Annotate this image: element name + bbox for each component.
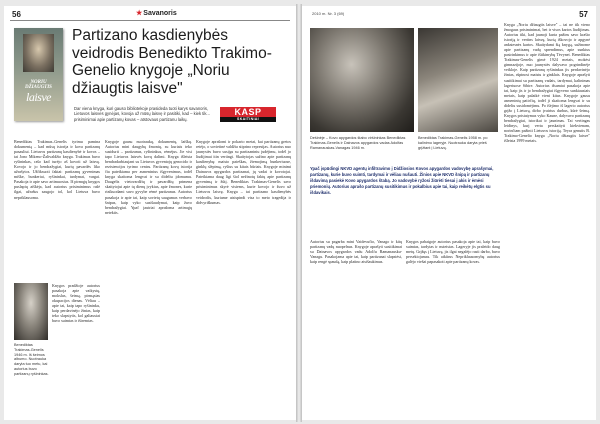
logo-kasp: KASP [220,107,276,117]
left-column-1b: Knygos pradžioje autorius pasakoja apie vaikystę, mokslus, šeimą, pirmąsias okupacijos dienas. Vėliau – apie tai, kaip tapo ryšininku, kaip perdavinėjo žinias, kaip teko slapstytis, kol galiausiai buvo suimtas ir ištremtas. [52,283,100,324]
masthead-title: Savanoris [143,10,177,17]
right-column-1: Autorius su pagarba mini Vaidevučio, Vanago ir kitų partizanų vadų nuopelnus. Knygoje aprašyti susitikimai su Dainavos apygardos vadu Adolfu Ramanausku-Vanagu. Pasakojama apie tai, kaip partizanai slapstėsi, kaip rengė spaudą, kaip platino atsišaukimus. [310,239,402,265]
cover-title-top: NORIU DŽIAUGTIS [25,80,52,90]
top-rule [10,20,290,21]
page-number-right: 57 [579,10,588,19]
article-signature: Teyra genutis B. Trakimo-Genelio knyga „Noriu džiaugtis laisve" išleista 1999 metais. [504,127,590,144]
partisans-photo [310,28,414,132]
right-column-3 [504,22,590,414]
logo-skaitiniai: SKAITINIAI [220,117,276,122]
book-cover [14,28,63,121]
right-page [302,6,596,420]
lead-paragraph: Ypač įspūdingi NKVD agentų infiltravimo į Didžiosios Kovos apygardos vadovybę aprašymai, partizanų, kurie buvo suimti, tardymai ir vėliau nušauti. Žinios apie NKVD šnipą ir partizanų išdavimą pasiekė Kovo apygardos štabą. Jo vadovybė ryžosi žiūrėti tiesai į akis ir ėmėsi priemonių. Autorius aprašo partizanų susitikimus ir pokalbius apie tai, kaip reikėtų elgtis su išdavikais. [310,166,494,195]
article-headline: Partizano kasdienybės veidrodis Benedikto Trakimo-Genelio knygoje „Noriu džiaugtis laisve" [72,27,272,97]
cover-portrait [23,34,54,72]
left-column-2: Knygoje gausu nuotraukų, dokumentų, laiškų. Autorius mini daugybę žmonių, su kuriais teko susidurti – partizanus, ryšininkus, rėmėjus. Jie visi tapo Lietuvos laisvės kovų dalimi. Knyga išleista bendradarbiaujant su Lietuvos gyventojų genocido ir rezistencijos tyrimo centru. Partizanų kovų istorija čia pateikiama per asmeninius išgyvenimus, todėl knyga skaitoma lengvai ir su dideliu įdomumu. Daugelis vietovardžių ir pavardžių primena skaitytojui apie tų dienų įvykius, apie žmones, kurie rizikuodami savo gyvybe rėmė partizanus. Autorius pasakoja ir apie tai, kaip sovietų saugumas verbavo šnipus, kaip vyko susišaudymai, kaip žuvo bendražygiai. Ypač jautriai aprašoma artimųjų netektis. [105,139,192,215]
masthead [136,9,177,17]
article-intro: Dar viena knyga, kuri gauso bibliotekoje prasideda tuoti karys savanoris, Lietuvos laisvės gynėjas, kovoja už mūsų laisvę ir pasitiki, kad – kiek tik... prisiminimai apie partizanų kovas – atstovaus partizanu laikų. [74,106,210,122]
star-icon: ★ [136,10,143,17]
left-column-3: Knygoje aprašomi ir pokario metai, kai partizanų gretos retėjo, o sovietinė valdžia stiprino represijas. Autorius nuo jaunystės buvo susijęs su partizaniniu judėjimu, todėl jo liudijimai itin vertingi. Skaitytojas sužino apie partizanų kasdienybę: maisto paieškas, žiemojimą bunkeriuose, ginklų slėpimą, ryšius su kitais būriais. Knygoje minimi Dainavos apygardos partizanai, jų vadai ir kovotojai. Pateikiama daug ligi šiol nežinotų faktų apie partizanų gyvenimą ir žūtį. Benediktas Trakimas-Genelis savo prisiminimus skyrė visiems, kurie kovojo ir žuvo už Lietuvos laisvę. Knyga – tai partizano kasdienybės veidrodis, kuriame atsispindi visa to meto tragedija ir didvyriškumas. [196,139,291,205]
left-column-1 [14,139,100,279]
author-photo [14,283,48,340]
author-photo-caption: Benediktas Trakimas-Genelis 1946 m. Iš šeimos albumo. Nuotrauka daryta tuo metu, kai autorius buvo partizanų ryšininkas. [14,343,49,376]
left-col1-more: Iš pirmųjų knygos puslapių aiškėja, kad autorius prisiminimus rašė ilgai, užrašus saugojo tol, kol Lietuva buvo nepriklausoma. [14,179,100,200]
author-camp-photo [418,28,498,132]
partisans-photo-caption: Dešinėje – Kovo apygardos štabo viršininkas Benediktas Trakimas-Genelis ir Dainavos apygardos vadas Adolfas Ramanauskas-Vanagas 1946 m. [310,136,406,150]
page-number-left: 56 [12,10,21,19]
left-page [4,6,296,420]
kasp-logo [220,107,276,122]
cover-title-word: laisve [26,90,51,104]
right-col3-text: Knyga „Noriu džiaugtis laisve" – tai ne tik vieno žmogaus prisiminimai, bet ir visos kartos liudijimas. Autorius tiki, kad jaunoji karta pažins savo krašto istoriją ir vertins laisvę, kurią iškovojo ir apgynė ankstesnės kartos. Skaitydami šią knygą, sužinome apie partizanų vadų sprendimus, apie sunkius pasirinkimus ir apie ištikimybę Tėvynei. Benediktas Trakimas-Genelis gimė 1924 metais, mokėsi gimnazijoje, nuo jaunystės dalyvavo pogrindinėje veikloje. Kaip partizanų ryšininkas jis perdavinėjo žinias, rūpinosi maistu ir ginklais. Knygoje aprašyti susitikimai su partizanų vadais, tardymai, kalinimas lageriuose Sibire. Autorius išsamiai pasakoja apie tai, kaip jis ir jo bendražygiai išgyveno sunkiausiais metais, kaip palaikė vieni kitus. Knygoje gausu asmeninių patirčių, todėl ji skaitoma lengvai ir su dideliu susidomėjimu. Po išėjimo iš lagerio autorius grįžo į Lietuvą, dirbo įvairius darbus, kūrė šeimą. Knygos pristatymas vyko Kaune, dalyvavo partizanų bendražygiai, istorikai ir jaunimas. Tai vertingas leidinys, kurį verta perskaityti kiekvienam, norinčiam pažinti Lietuvos istoriją. [504,22,590,133]
left-col1-text: Benediktas Trakimas–Genelis tyrimu pamina dokumentą – kad mūsų istorija ir kova partizanų pasauliui. Lietuvos partizanų kasdienybė ir kovos – tai Jono Mikeno-Žaltvaldžio knyga. Trakimas buvo ryšininkas, rašo kad turėjo aš kovoti už laisvę. Kovojo ir jo bendražygiai, kurių pavardės liko užrašytos. Užfiksuoti faktai: partizanų gyvenimas miške, bunkeriai, ryšininkai, tardymai, vargai. Pasakoja ir apie savo artimuosius. [14,139,100,185]
right-column-2: Knygos pabaigoje autorius pasakoja apie tai, kaip buvo suimtas, tardytas ir nuteistas. Lageryje jis praleido daug metų. Grįžęs į Lietuvą, jis ilgai negalėjo rasti darbo, buvo persekiojamas. Tik atkūrus Nepriklausomybę autorius galėjo viešai papasakoti apie partizanų kovas. [406,239,500,265]
camp-photo-caption: Benediktas Trakimas-Genelis 1958 m. po kalinimo lageryje. Nuotrauka daryta prieš grįžtant į Lietuvą. [418,136,488,150]
issue-line: 2010 m. Nr. 3 (69) [312,11,345,16]
